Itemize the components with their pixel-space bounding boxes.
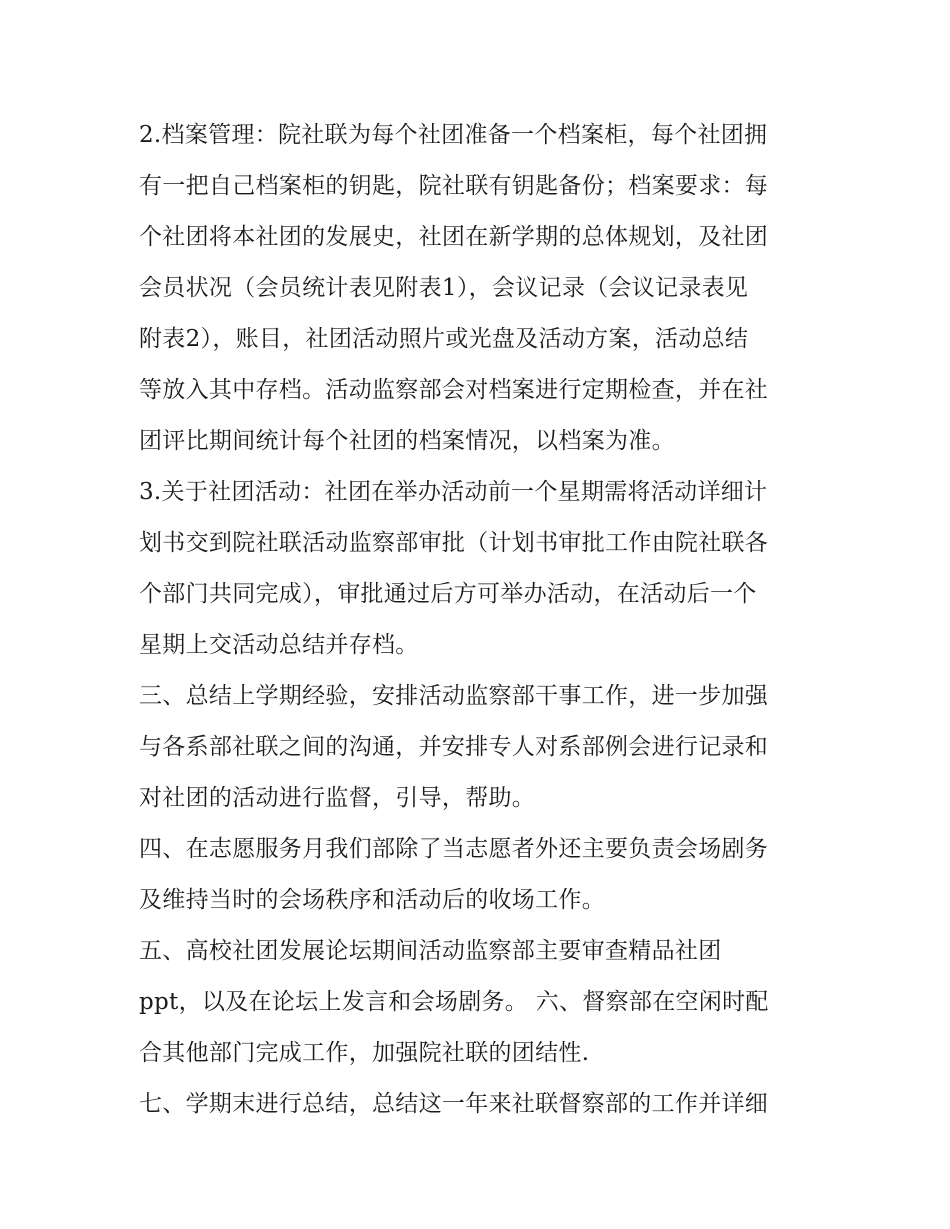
text-line: 五、高校社团发展论坛期间活动监察部主要审查精品社团 <box>139 938 722 964</box>
text-line: 划书交到院社联活动监察部审批（计划书审批工作由院社联各 <box>139 530 769 556</box>
text-line: 附表2），账目，社团活动照片或光盘及活动方案，活动总结 <box>139 326 749 352</box>
text-line: 2.档案管理：院社联为每个社团准备一个档案柜，每个社团拥 <box>139 122 768 148</box>
text-line: 3.关于社团活动：社团在举办活动前一个星期需将活动详细计 <box>139 479 768 505</box>
text-line: ppt，以及在论坛上发言和会场剧务。 六、督察部在空闲时配 <box>139 989 769 1015</box>
text-line: 星期上交活动总结并存档。 <box>139 632 419 658</box>
text-line: 个部门共同完成），审批通过后方可举办活动，在活动后一个 <box>139 581 757 607</box>
text-line: 三、总结上学期经验，安排活动监察部干事工作，进一步加强 <box>139 683 769 709</box>
text-line: 个社团将本社团的发展史，社团在新学期的总体规划，及社团 <box>139 224 769 250</box>
text-line: 会员状况（会员统计表见附表1），会议记录（会议记录表见 <box>139 275 749 301</box>
document-body <box>139 110 829 1130</box>
text-line: 合其他部门完成工作，加强院社联的团结性. <box>139 1040 590 1066</box>
text-line: 有一把自己档案柜的钥匙，院社联有钥匙备份；档案要求：每 <box>139 173 769 199</box>
text-line: 及维持当时的会场秩序和活动后的收场工作。 <box>139 887 605 913</box>
text-line: 等放入其中存档。活动监察部会对档案进行定期检查，并在社 <box>139 377 769 403</box>
text-line: 对社团的活动进行监督，引导，帮助。 <box>139 785 536 811</box>
text-line: 七、学期末进行总结，总结这一年来社联督察部的工作并详细 <box>139 1091 769 1117</box>
text-line: 与各系部社联之间的沟通，并安排专人对系部例会进行记录和 <box>139 734 769 760</box>
text-line: 四、在志愿服务月我们部除了当志愿者外还主要负责会场剧务 <box>139 836 769 862</box>
text-line: 团评比期间统计每个社团的档案情况，以档案为准。 <box>139 428 675 454</box>
